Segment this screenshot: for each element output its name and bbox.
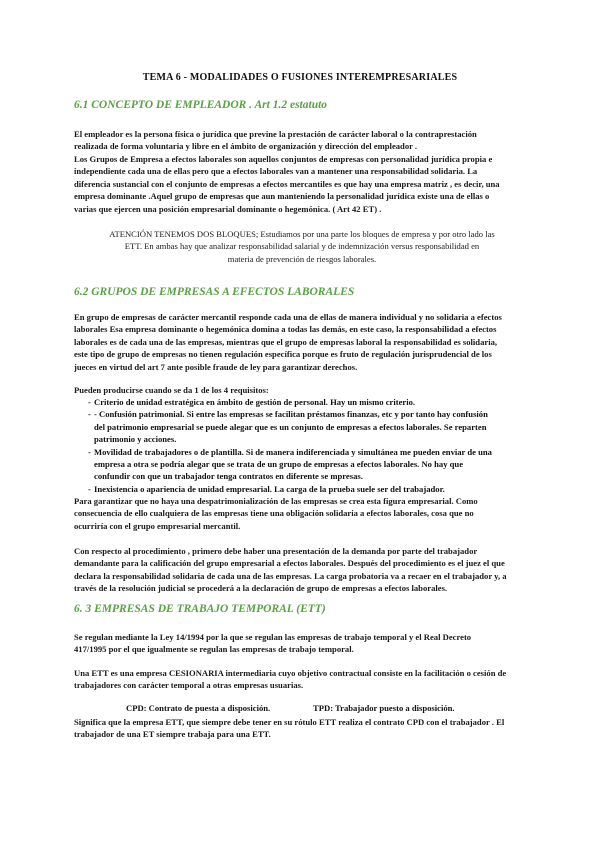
list-item (74, 446, 530, 483)
text-line: demandante para la calificación del grupo empresarial a efectos laborales. Después del procedimiento es el juez el que (74, 558, 505, 569)
text-line: Una ETT es una empresa CESIONARIA intermediaria cuyo objetivo contractual consiste en la facilitación o cesión de (74, 668, 507, 678)
text-line: del patrimonio empresarial se puede alegar que es un conjunto de empresas a efectos laborales. Se reparten (94, 421, 487, 432)
paragraph-ett-definition (74, 667, 530, 692)
abbreviation-tpd: TPD: Trabajador puesto a disposición. (313, 703, 455, 713)
paragraph-company-groups (74, 153, 530, 215)
text-line: Los Grupos de Empresa a efectos laborales son aquellos conjuntos de empresas con personalidad jurídica propia e (74, 154, 493, 164)
text-line: ocurriría con el grupo empresarial mercantil. (74, 520, 241, 531)
text-line: Con respecto al procedimiento , primero debe haber una presentación de la demanda por parte del trabajador (74, 546, 478, 556)
text-line: El empleador es la persona física o jurídica que previne la prestación de carácter laboral o la contraprestación (74, 129, 477, 139)
list-item (74, 408, 530, 445)
document-title: TEMA 6 - MODALIDADES O FUSIONES INTEREMPRESARIALES (142, 72, 458, 83)
text-line: - Criterio de unidad estratégica en ámbito de gestión de personal. Hay un mismo criterio. (94, 397, 416, 407)
text-line: realizada de forma voluntaria y libre en el ámbito de organización y dirección del empleador . (74, 141, 418, 152)
text-line: Se regulan mediante la Ley 14/1994 por la que se regulan las empresas de trabajo temporal y el Real Decreto (74, 632, 472, 642)
text-line: - - Confusión patrimonial. Si entre las empresas se facilitan préstamos finanzas, etc y por tanto hay confusión (94, 409, 488, 420)
paragraph-mercantile-groups (74, 311, 530, 373)
text-line: varias que ejercen una posición empresarial dominante o hegemónica. ( Art 42 ET) . (74, 203, 382, 214)
text-line: Pueden producirse cuando se da 1 de los 4 requisitos: (74, 385, 269, 395)
list-item (74, 396, 530, 408)
text-line: laborales Esa empresa dominante o hegemónica domina a todas las demás, en este caso, la responsabilidad a efectos (74, 324, 497, 335)
text-line: diferencia sustancial con el conjunto de empresas a efectos mercantiles es que hay una empresa matriz , es decir, una (74, 178, 500, 189)
text-line: empresa dominante .Aquel grupo de empresas que aun manteniendo la personalidad jurídica existe una de ellas o (74, 191, 490, 202)
text-line: confundir con que un trabajador tenga contratos en diferente se mpresas. (94, 471, 363, 482)
text-line: trabajadores con carácter temporal a otras empresas usuarias. (74, 680, 304, 691)
text-line: 417/1995 por el que igualmente se regulan las empresas de trabajo temporal. (74, 644, 354, 655)
text-line: trabajador de una ET siempre trabaja para una ETT. (74, 729, 271, 740)
list-item (74, 483, 530, 495)
text-line: jueces en virtud del art 7 ante posible fraude de ley para garantizar derechos. (74, 361, 358, 372)
text-line: través de la resolución judicial se procederá a la declaración de grupo de empresas a efectos laborales. (74, 583, 448, 594)
text-line: laborales es de cada una de las empresas, mientras que el grupo de empresas laboral la responsabilidad es solidaria, (74, 336, 498, 347)
text-line: materia de prevención de riesgos laborales. (227, 253, 377, 264)
text-line: ETT. En ambas hay que analizar responsabilidad salarial y de indemnización versus responsabilidad en (124, 241, 480, 252)
notice-two-blocks (74, 228, 530, 265)
text-line: En grupo de empresas de carácter mercantil responde cada una de ellas de manera individual y no solidaria a efectos (74, 312, 502, 322)
text-line: Significa que la empresa ETT, que siempre debe tener en su rótulo ETT realiza el contrato CPD con el trabajador . El (74, 717, 505, 727)
text-line: consecuencia de ello cualquiera de las empresas tiene una obligación solidaria a efectos laborales, cosa que no (74, 508, 474, 519)
paragraph-ett-contract (74, 716, 530, 741)
paragraph-guarantee (74, 495, 530, 532)
text-line: independiente cada una de ellas pero que a efectos laborales van a mantener una responsabilidad solidaria. La (74, 166, 478, 177)
text-line: empresa a otra se podría alegar que se trata de un grupo de empresas a efectos laborales. No hay que (94, 459, 464, 470)
paragraph-ett-regulation (74, 631, 530, 656)
text-line: declara la responsabilidad solidaria de cada una de las empresas. La carga probatoria va a recaer en el trabajador y, a (74, 570, 507, 581)
requisites-list (74, 396, 530, 495)
text-line: patrimonio y acciones. (94, 434, 177, 445)
text-line: Para garantizar que no haya una despatrimonialización de las empresas se crea esta figura empresarial. Como (74, 496, 478, 506)
section-heading-6-2: 6.2 GRUPOS DE EMPRESAS A EFECTOS LABORALES (74, 286, 355, 298)
section-heading-6-1: 6.1 CONCEPTO DE EMPLEADOR . Art 1.2 estatuto (74, 99, 328, 111)
text-line: ATENCIÓN TENEMOS DOS BLOQUES; Estudiamos por una parte los bloques de empresa y por otro lado las (109, 229, 495, 239)
text-line: este tipo de grupo de empresas no tienen regulación específica porque es fruto de regulación jurisprudencial de los (74, 349, 492, 360)
abbreviation-cpd: CPD: Contrato de puesta a disposición. (126, 703, 271, 713)
text-line: - Inexistencia o apariencia de unidad empresarial. La carga de la prueba suele ser del trabajador. (94, 483, 445, 494)
text-line: - Movilidad de trabajadores o de plantilla. Si de manera indiferenciada y simultánea me pueden enviar de una (94, 446, 492, 457)
paragraph-procedure (74, 545, 530, 595)
paragraph-employer-definition (74, 128, 530, 153)
section-heading-6-3: 6. 3 EMPRESAS DE TRABAJO TEMPORAL (ETT) (74, 603, 326, 615)
requisites-intro (74, 384, 530, 396)
